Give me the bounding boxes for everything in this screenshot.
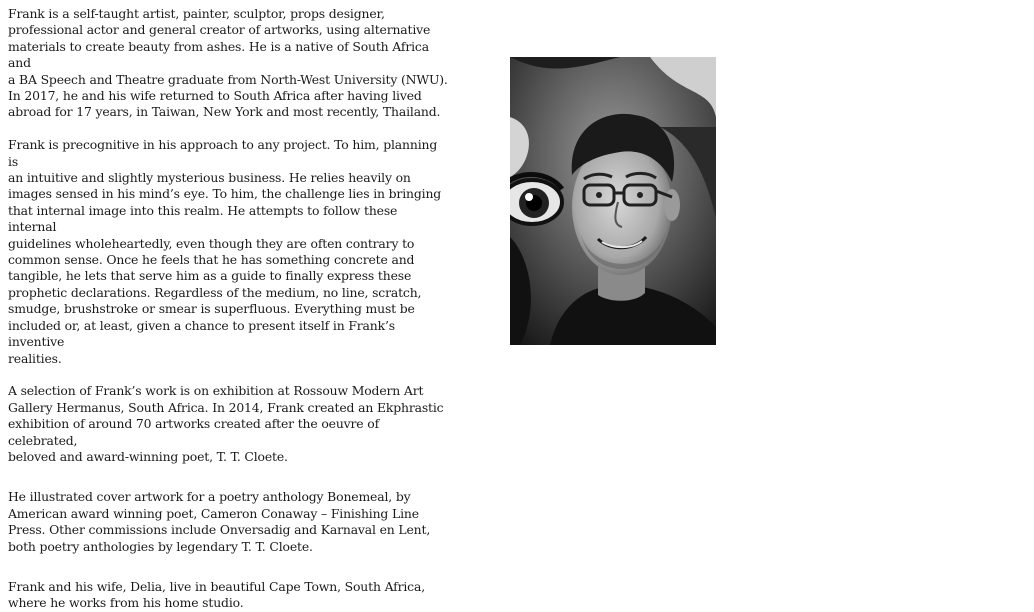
artist-portrait-photo	[510, 57, 716, 345]
mural-eye-icon	[510, 174, 562, 224]
portrait-illustration	[510, 57, 716, 345]
artist-bio	[8, 6, 448, 612]
bio-paragraph-exhibitions: A selection of Frank’s work is on exhibition at Rossouw Modern Art Gallery Hermanus, South Africa. In 2014, Frank created an Ekphrastic exhibition of around 70 artworks created after the oeuvre of celebrated, beloved and award-winning poet, T. T. Cloete.	[8, 383, 444, 464]
bio-paragraph-commissions: He illustrated cover artwork for a poetry anthology Bonemeal, by American award winning poet, Cameron Conaway – Finishing Line Press. Other commissions include Onversadig and Karnaval en Lent, both poetry anthologies by legendary T. T. Cloete.	[8, 489, 431, 554]
bio-paragraph-approach: Frank is precognitive in his approach to any project. To him, planning is an intuitive and slightly mysterious business. He relies heavily on images sensed in his mind’s eye. To him, the challenge lies in bringing that internal image into this realm. He attempts to follow these internal guidelines wholeheartedly, even though they are often contrary to common sense. Once he feels that he has something concrete and tangible, he lets that serve him as a guide to finally express these prophetic declarations. Regardless of the medium, no line, scratch, smudge, brushstroke or smear is superfluous. Everything must be included or, at least, given a chance to present itself in Frank’s inventive realities.	[8, 137, 442, 366]
bio-paragraph-intro: Frank is a self-taught artist, painter, sculptor, props designer, professional actor and general creator of artworks, using alternative materials to create beauty from ashes. He is a native of South Africa and a BA Speech and Theatre graduate from North-West University (NWU). In 2017, he and his wife returned to South Africa after having lived abroad for 17 years, in Taiwan, New York and most recently, Thailand.	[8, 6, 448, 120]
bio-paragraph-home: Frank and his wife, Delia, live in beautiful Cape Town, South Africa, where he works from his home studio.	[8, 578, 425, 611]
